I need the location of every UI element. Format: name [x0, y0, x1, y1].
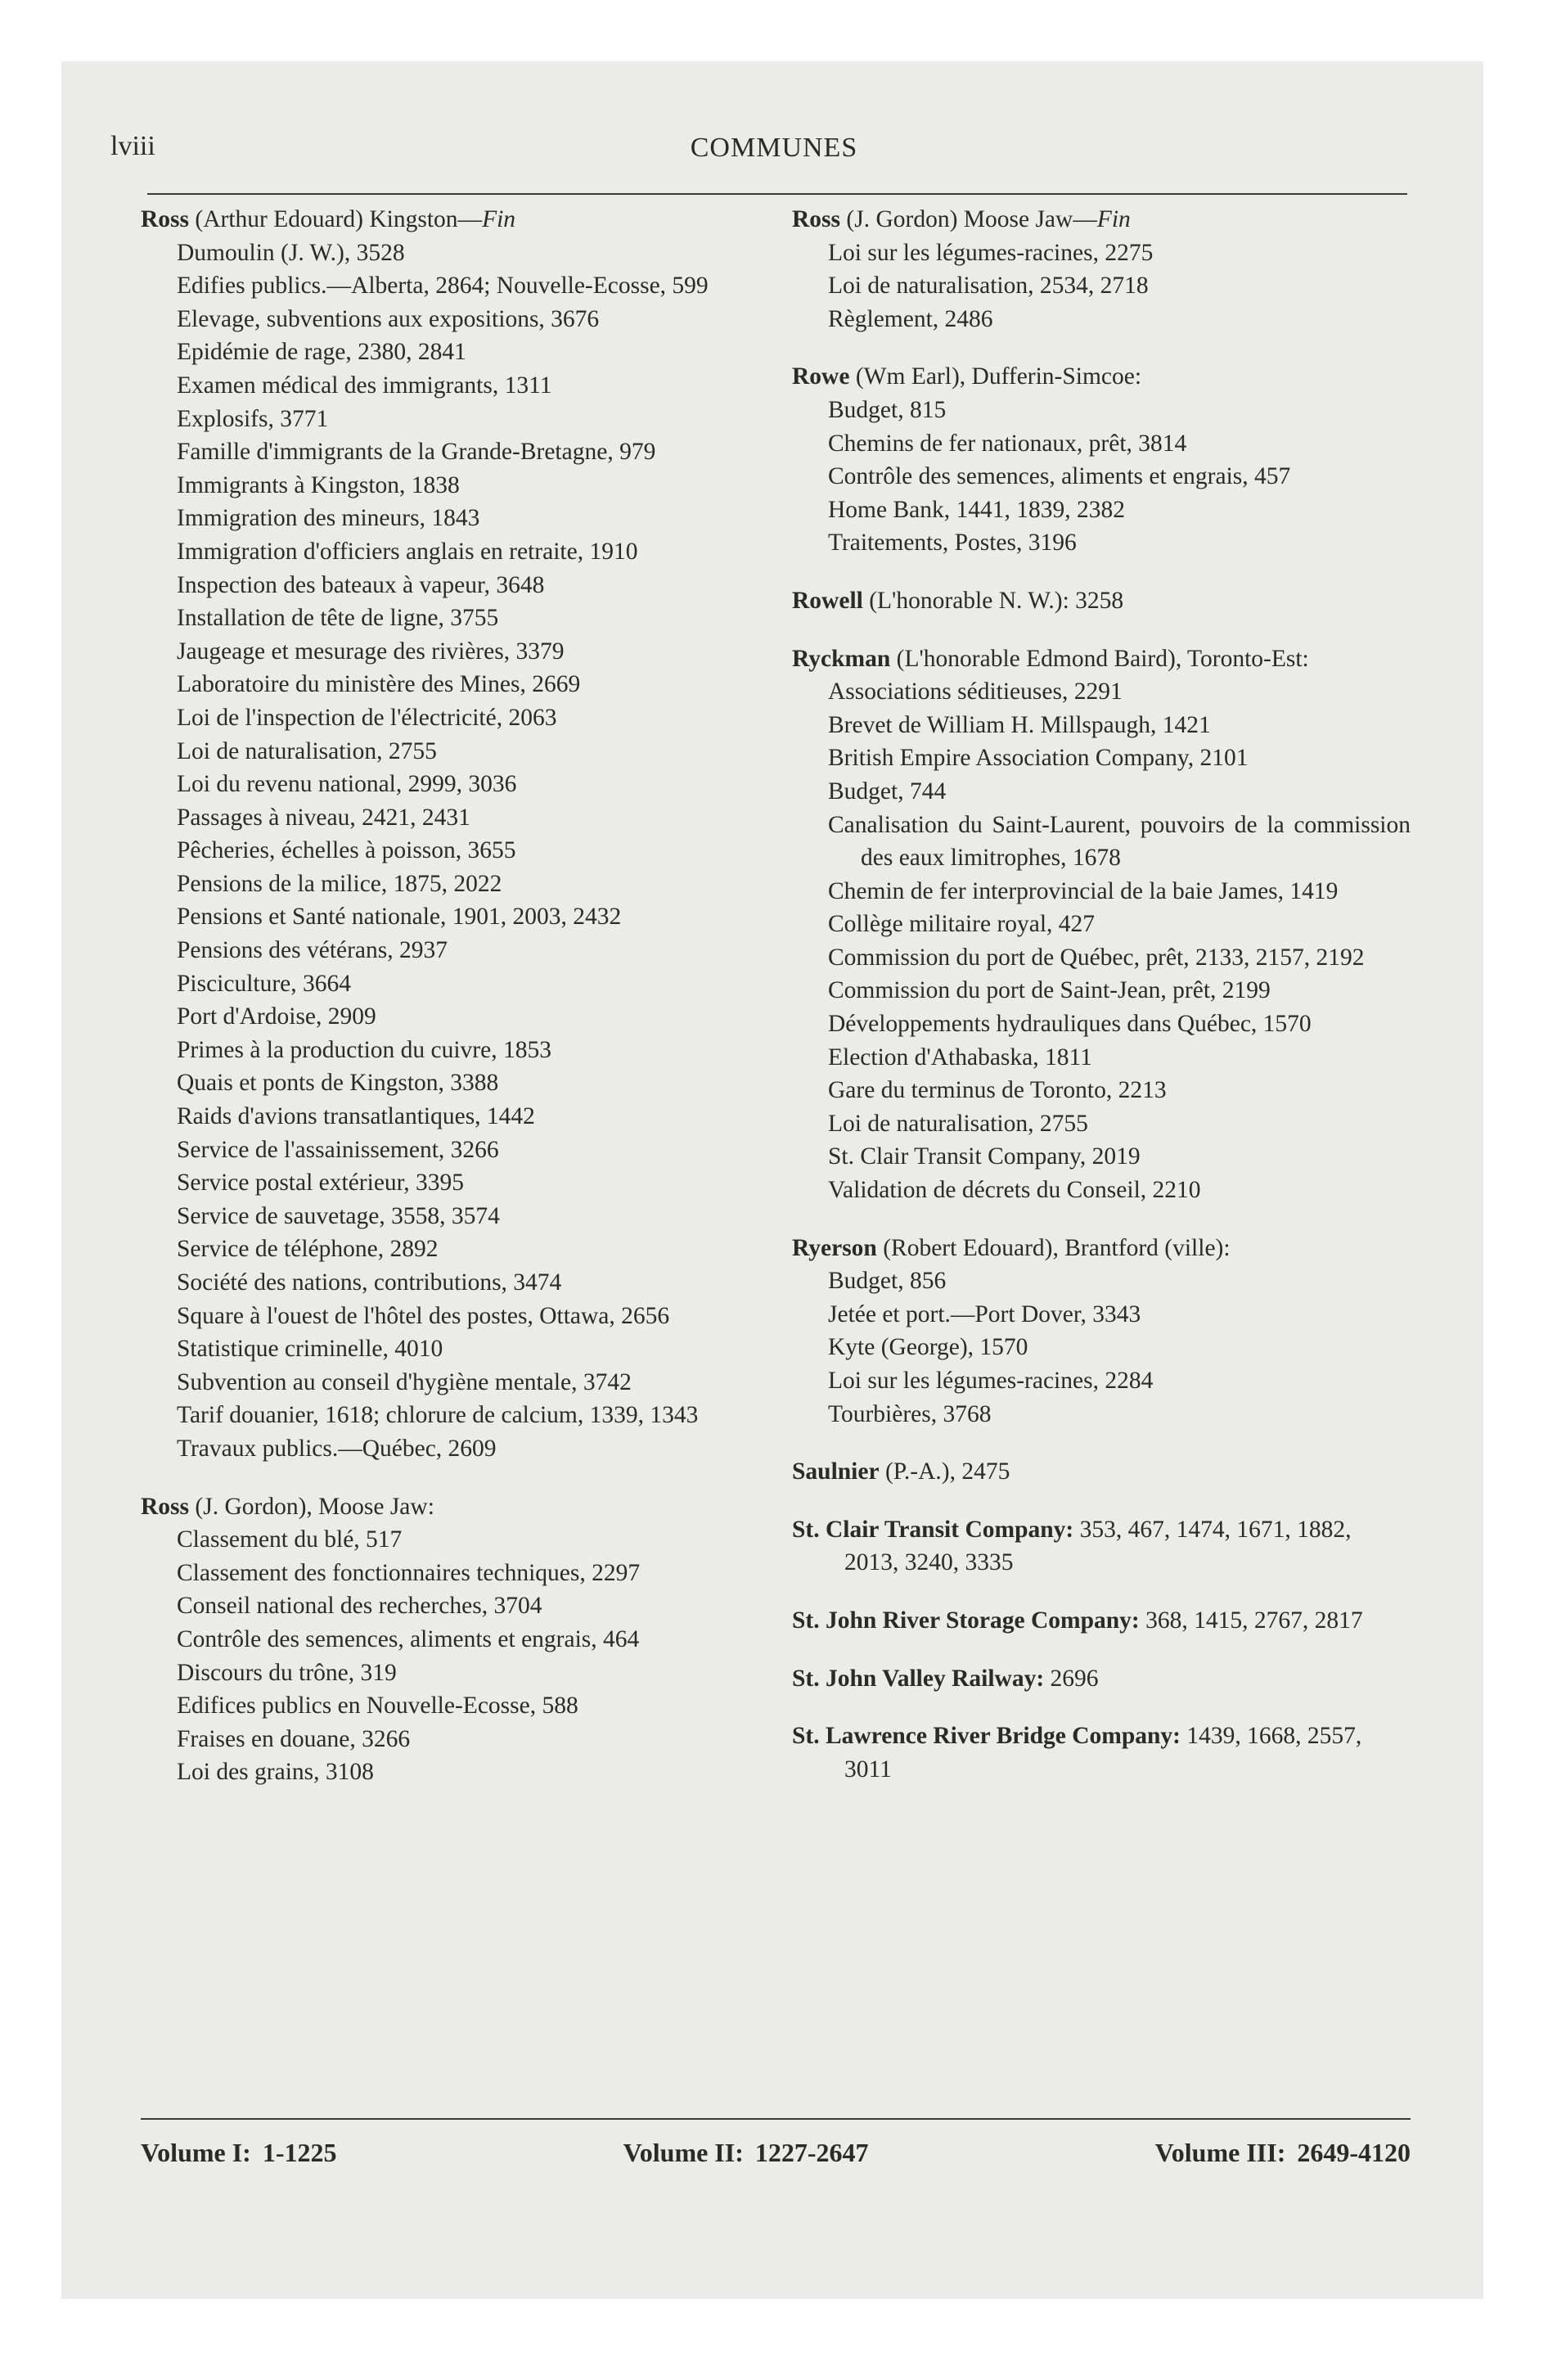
- entry-subitem: Chemins de fer nationaux, prêt, 3814: [828, 430, 1187, 457]
- entry-subitem: Développements hydrauliques dans Québec, 1570: [828, 1011, 1312, 1038]
- entry-subitem: Service postal extérieur, 3395: [177, 1170, 465, 1197]
- volume-footer: [141, 2138, 1411, 2168]
- entry-subitem: British Empire Association Company, 2101: [828, 745, 1249, 772]
- entry-subitem: Subvention au conseil d'hygiène mentale, 3742: [177, 1368, 632, 1395]
- entry-subitem: Brevet de William H. Millspaugh, 1421: [828, 711, 1211, 738]
- entry-subitem: Commission du port de Saint-Jean, prêt, 2199: [828, 977, 1271, 1004]
- entry-subitem: Statistique criminelle, 4010: [177, 1336, 443, 1363]
- entry-subitem: St. Clair Transit Company, 2019: [828, 1143, 1141, 1170]
- entry-heading-text: (Arthur Edouard) Kingston—: [189, 206, 483, 232]
- volume-2-range: 1227-2647: [754, 2138, 869, 2167]
- footer-rule: [141, 2118, 1411, 2120]
- entry-subitem: Loi de naturalisation, 2755: [177, 737, 437, 764]
- entry-subitem: Conseil national des recherches, 3704: [177, 1593, 542, 1620]
- entry-subitem: Laboratoire du ministère des Mines, 2669: [177, 671, 581, 698]
- index-entry: [792, 1513, 1411, 1580]
- entry-heading: [792, 1232, 1411, 1265]
- entry-heading: [792, 1604, 1411, 1638]
- entry-heading-text: 1439, 1668, 2557, 3011: [844, 1723, 1362, 1783]
- index-entry: [141, 203, 756, 1466]
- entry-subitem: Traitements, Postes, 3196: [828, 530, 1077, 557]
- entry-heading: [792, 1455, 1411, 1489]
- entry-subitem: Jaugeage et mesurage des rivières, 3379: [177, 638, 565, 665]
- index-entry: [141, 1490, 756, 1789]
- entry-subitem: Loi de naturalisation, 2755: [828, 1110, 1088, 1137]
- entry-subitem: Pensions de la milice, 1875, 2022: [177, 870, 502, 897]
- entry-subitem: Pensions et Santé nationale, 1901, 2003, 2432: [177, 904, 622, 931]
- entry-subitem: Loi de naturalisation, 2534, 2718: [828, 273, 1149, 300]
- entry-subitem: Dumoulin (J. W.), 3528: [177, 239, 405, 266]
- entry-heading-text: (J. Gordon) Moose Jaw—: [840, 206, 1097, 232]
- entry-subitem: Edifies publics.—Alberta, 2864; Nouvelle-Ecosse, 599: [177, 273, 709, 300]
- entry-heading-text: (L'honorable Edmond Baird), Toronto-Est:: [890, 645, 1309, 672]
- entry-subitem: Explosifs, 3771: [177, 405, 329, 432]
- entry-subitem: Chemin de fer interprovincial de la baie James, 1419: [828, 877, 1339, 904]
- entry-heading: [792, 1513, 1411, 1580]
- entry-name: St. John River Storage Company:: [792, 1607, 1140, 1634]
- entry-heading-text: 353, 467, 1474, 1671, 1882, 2013, 3240, 3335: [844, 1516, 1352, 1576]
- entry-subitem: Quais et ponts de Kingston, 3388: [177, 1070, 499, 1097]
- entry-subitem: Service de téléphone, 2892: [177, 1236, 439, 1263]
- entry-subitem: Primes à la production du cuivre, 1853: [177, 1036, 551, 1063]
- entry-subitem: Associations séditieuses, 2291: [828, 678, 1123, 705]
- entry-subitem: Famille d'immigrants de la Grande-Bretagne, 979: [177, 439, 656, 466]
- entry-heading-text: (J. Gordon), Moose Jaw:: [189, 1493, 434, 1520]
- entry-subitem: Election d'Athabaska, 1811: [828, 1044, 1092, 1071]
- entry-subitem: Canalisation du Saint-Laurent, pouvoirs de la commission des eaux limitrophes, 1678: [828, 811, 1411, 872]
- entry-name: Rowell: [792, 587, 863, 614]
- entry-name: Rowe: [792, 363, 850, 390]
- left-column: [141, 203, 756, 1814]
- entry-subitem: Home Bank, 1441, 1839, 2382: [828, 496, 1125, 523]
- index-entry: [792, 1662, 1411, 1696]
- entry-subitem: Société des nations, contributions, 3474: [177, 1269, 562, 1296]
- entry-name: St. Clair Transit Company:: [792, 1516, 1074, 1543]
- entry-heading: [792, 360, 1411, 394]
- entry-heading-text: (Robert Edouard), Brantford (ville):: [876, 1234, 1231, 1261]
- entry-subitem: Edifices publics en Nouvelle-Ecosse, 588: [177, 1693, 578, 1720]
- entry-subitem: Collège militaire royal, 427: [828, 911, 1096, 938]
- entry-subitem: Immigration d'officiers anglais en retraite, 1910: [177, 538, 638, 565]
- entry-heading-continued: Fin: [482, 206, 516, 232]
- entry-subitem: Inspection des bateaux à vapeur, 3648: [177, 571, 545, 598]
- entry-heading: [792, 1662, 1411, 1696]
- page-title: COMMUNES: [690, 133, 858, 163]
- entry-subitem: Discours du trône, 319: [177, 1659, 397, 1686]
- volume-2-label: Volume II:: [623, 2138, 744, 2167]
- entry-subitem: Immigrants à Kingston, 1838: [177, 471, 460, 498]
- entry-heading-text: 368, 1415, 2767, 2817: [1139, 1607, 1363, 1634]
- entry-name: Saulnier: [792, 1458, 880, 1485]
- volume-3-range: 2649-4120: [1297, 2138, 1411, 2167]
- entry-subitem: Installation de tête de ligne, 3755: [177, 605, 499, 632]
- right-column: [792, 203, 1411, 1810]
- entry-name: Ross: [141, 1493, 190, 1520]
- header-rule: [147, 193, 1407, 195]
- entry-subitem: Loi du revenu national, 2999, 3036: [177, 771, 517, 798]
- entry-subitem: Classement du blé, 517: [177, 1526, 403, 1553]
- entry-name: Ryckman: [792, 645, 891, 672]
- entry-subitem: Service de l'assainissement, 3266: [177, 1136, 499, 1163]
- entry-heading-continued: Fin: [1096, 206, 1131, 232]
- entry-subitem: Loi sur les légumes-racines, 2284: [828, 1368, 1154, 1394]
- entry-subitem: Pisciculture, 3664: [177, 970, 352, 997]
- index-entry: [792, 1455, 1411, 1489]
- entry-name: St. John Valley Railway:: [792, 1665, 1045, 1692]
- volume-1-label: Volume I:: [141, 2138, 251, 2167]
- entry-subitem: Budget, 744: [828, 778, 947, 805]
- entry-name: Ryerson: [792, 1234, 877, 1261]
- entry-subitem: Raids d'avions transatlantiques, 1442: [177, 1103, 535, 1130]
- entry-subitem: Elevage, subventions aux expositions, 3676: [177, 305, 600, 332]
- entry-subitem: Contrôle des semences, aliments et engrais, 464: [177, 1625, 640, 1652]
- entry-heading: [792, 584, 1411, 618]
- entry-subitem: Pensions des vétérans, 2937: [177, 937, 448, 964]
- page-number: lviii: [110, 131, 155, 161]
- entry-subitem: Kyte (George), 1570: [828, 1334, 1028, 1361]
- index-entry: [792, 203, 1411, 336]
- entry-subitem: Jetée et port.—Port Dover, 3343: [828, 1300, 1141, 1327]
- entry-heading: [141, 203, 756, 237]
- entry-name: Ross: [792, 206, 841, 232]
- entry-heading-text: (Wm Earl), Dufferin-Simcoe:: [849, 363, 1142, 390]
- entry-subitem: Tourbières, 3768: [828, 1400, 992, 1427]
- entry-subitem: Examen médical des immigrants, 1311: [177, 372, 552, 399]
- entry-subitem: Square à l'ouest de l'hôtel des postes, Ottawa, 2656: [177, 1302, 670, 1329]
- volume-1: [141, 2138, 336, 2168]
- entry-subitem: Immigration des mineurs, 1843: [177, 505, 480, 532]
- entry-heading: [792, 642, 1411, 676]
- entry-subitem: Loi des grains, 3108: [177, 1759, 374, 1786]
- entry-subitem: Budget, 856: [828, 1268, 947, 1295]
- index-entry: [792, 1604, 1411, 1638]
- entry-subitem: Contrôle des semences, aliments et engrais, 457: [828, 463, 1291, 490]
- volume-3-label: Volume III:: [1154, 2138, 1286, 2167]
- entry-heading: [792, 203, 1411, 237]
- entry-subitem: Epidémie de rage, 2380, 2841: [177, 339, 466, 366]
- entry-subitem: Tarif douanier, 1618; chlorure de calcium, 1339, 1343: [177, 1402, 699, 1429]
- entry-subitem: Pêcheries, échelles à poisson, 3655: [177, 837, 516, 864]
- entry-subitem: Règlement, 2486: [828, 305, 993, 332]
- entry-subitem: Port d'Ardoise, 2909: [177, 1003, 376, 1030]
- entry-name: St. Lawrence River Bridge Company:: [792, 1723, 1181, 1750]
- index-entry: [792, 642, 1411, 1207]
- entry-heading-text: 2696: [1044, 1665, 1099, 1692]
- entry-subitem: Passages à niveau, 2421, 2431: [177, 804, 470, 831]
- entry-subitem: Gare du terminus de Toronto, 2213: [828, 1077, 1167, 1104]
- volume-1-range: 1-1225: [262, 2138, 337, 2167]
- volume-2: [623, 2138, 869, 2168]
- entry-subitem: Service de sauvetage, 3558, 3574: [177, 1202, 500, 1229]
- volume-3: [1155, 2138, 1411, 2168]
- entry-subitem: Validation de décrets du Conseil, 2210: [828, 1177, 1201, 1204]
- index-entry: [792, 1232, 1411, 1431]
- entry-subitem: Fraises en douane, 3266: [177, 1725, 411, 1752]
- entry-name: Ross: [141, 206, 190, 232]
- entry-subitem: Travaux publics.—Québec, 2609: [177, 1435, 497, 1462]
- entry-heading: [141, 1490, 756, 1524]
- entry-subitem: Classement des fonctionnaires techniques, 2297: [177, 1559, 641, 1586]
- entry-subitem: Commission du port de Québec, prêt, 2133, 2157, 2192: [828, 944, 1365, 971]
- index-entry: [792, 360, 1411, 560]
- entry-subitem: Loi sur les légumes-racines, 2275: [828, 239, 1154, 266]
- entry-heading-text: (L'honorable N. W.): 3258: [862, 587, 1124, 614]
- entry-subitem: Budget, 815: [828, 396, 947, 423]
- index-entry: [792, 1720, 1411, 1786]
- entry-subitem: Loi de l'inspection de l'électricité, 2063: [177, 704, 557, 731]
- entry-heading-text: (P.-A.), 2475: [879, 1458, 1010, 1485]
- index-entry: [792, 584, 1411, 618]
- entry-heading: [792, 1720, 1411, 1786]
